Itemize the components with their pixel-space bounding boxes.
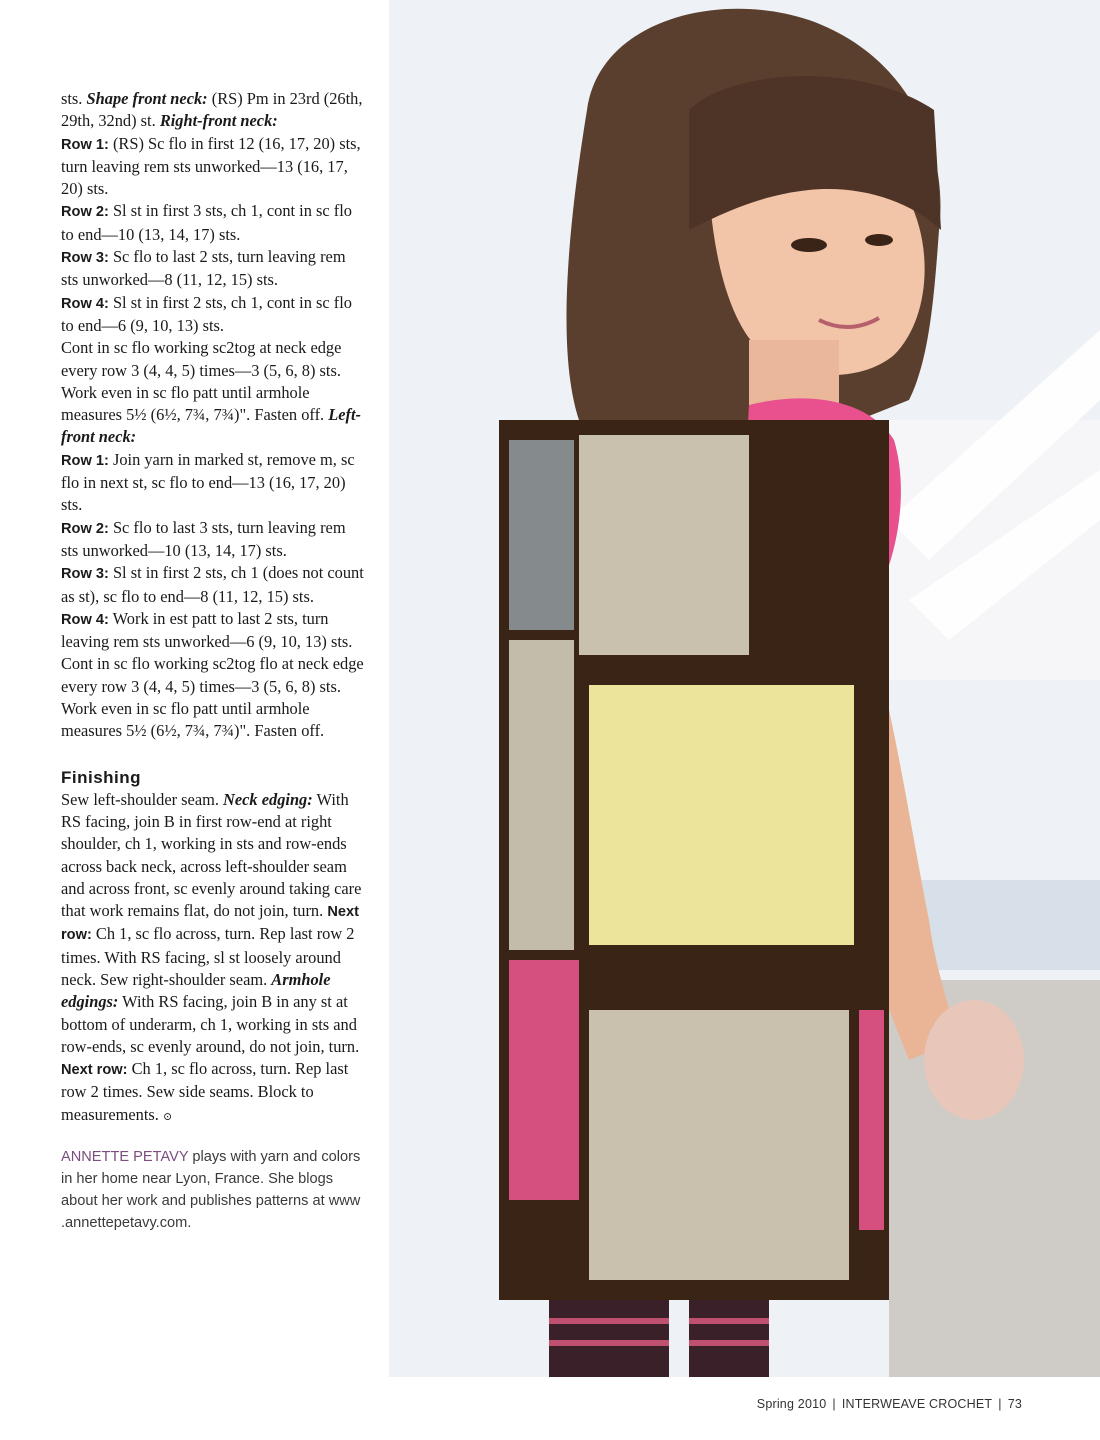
bio-text: plays with yarn and colors in her home near Lyon, France. She blogs about her work and publishes patterns at www .annettepetavy.com. <box>61 1149 361 1232</box>
right-front-row-1 <box>61 133 366 201</box>
footer-separator: | <box>832 1397 836 1411</box>
footer-separator: | <box>998 1397 1002 1411</box>
row-text: Join yarn in marked st, remove m, sc flo in next st, sc flo to end—13 (16, 17, 20) sts. <box>61 449 355 515</box>
row-label: Row 2: <box>61 520 109 537</box>
girl-in-patchwork-vest-illustration <box>389 0 1100 1377</box>
text: Ch 1, sc flo across, turn. Rep last row 2 times. With RS facing, sl st loosely around neck. Sew right-shoulder seam. <box>61 924 355 989</box>
text: Cont in sc flo working sc2tog at neck edge every row 3 (4, 4, 5) times—3 (5, 6, 8) sts. Work even in sc flo patt until armhole measures 5½ (6½, 7¾, 7¾)". Fasten off. <box>61 338 342 425</box>
row-label: Row 3: <box>61 566 109 583</box>
row-text: Sl st in first 2 sts, ch 1 (does not count as st), sc flo to end—8 (11, 12, 15) sts. <box>61 563 364 606</box>
row-text: Sc flo to last 3 sts, turn leaving rem sts unworked—10 (13, 14, 17) sts. <box>61 517 346 560</box>
author-name: ANNETTE PETAVY <box>61 1149 189 1166</box>
neck-edging-label: Neck edging: <box>223 789 313 809</box>
left-front-row-4 <box>61 608 366 654</box>
left-front-row-1 <box>61 449 366 517</box>
text: Ch 1, sc flo across, turn. Rep last row 2 times. Sew side seams. Block to measurements. <box>61 1059 349 1124</box>
row-label: Row 1: <box>61 136 109 153</box>
row-text: Sc flo to last 2 sts, turn leaving rem sts unworked—8 (11, 12, 15) sts. <box>61 247 346 290</box>
row-text: Sl st in first 3 sts, ch 1, cont in sc flo to end—10 (13, 14, 17) sts. <box>61 201 352 244</box>
row-label: Row 2: <box>61 204 109 221</box>
left-front-row-2 <box>61 517 366 563</box>
pattern-text-column <box>61 88 366 1234</box>
magazine-name: INTERWEAVE CROCHET <box>841 1397 993 1411</box>
shape-front-neck-paragraph <box>61 88 366 133</box>
right-front-row-2 <box>61 200 366 246</box>
text: With RS facing, join B in any st at bottom of underarm, ch 1, working in sts and row-ends, sc evenly around, do not join, turn. <box>61 992 360 1056</box>
next-row-label: Next row: <box>61 904 359 944</box>
row-text: (RS) Sc flo in first 12 (16, 17, 20) sts, turn leaving rem sts unworked—13 (16, 17, 20) sts. <box>61 133 361 199</box>
left-front-continue: Cont in sc flo working sc2tog flo at neck edge every row 3 (4, 4, 5) times—3 (5, 6, 8) sts. Work even in sc flo patt until armhole measures 5½ (6½, 7¾, 7¾)". Fasten off. <box>61 654 364 741</box>
next-row-label: Next row: <box>61 1062 128 1079</box>
row-label: Row 4: <box>61 295 109 312</box>
right-front-row-3 <box>61 246 366 292</box>
text: With RS facing, join B in first row-end at right shoulder, ch 1, working in sts and row-ends across back neck, across left-shoulder seam and across front, sc evenly around taking care that work remains flat, do not join, turn. <box>61 789 362 921</box>
text: Sew left-shoulder seam. <box>61 789 224 809</box>
end-of-article-icon: ⊙ <box>162 1110 173 1123</box>
left-front-neck-label: Left-front neck: <box>61 405 361 447</box>
right-front-neck-label: Right-front neck: <box>159 111 278 131</box>
row-label: Row 4: <box>61 611 109 628</box>
right-front-row-4 <box>61 292 366 338</box>
text: sts. <box>61 89 87 108</box>
finishing-heading: Finishing <box>61 767 142 787</box>
patchwork-vest <box>499 420 889 1300</box>
model-photo <box>389 0 1100 1377</box>
row-text: Sl st in first 2 sts, ch 1, cont in sc flo to end—6 (9, 10, 13) sts. <box>61 292 352 335</box>
text: (RS) Pm in 23rd (26th, 29th, 32nd) st. <box>61 89 363 131</box>
finishing-paragraph <box>61 789 366 1128</box>
page-number: 73 <box>1007 1397 1022 1411</box>
row-text: Work in est patt to last 2 sts, turn leaving rem sts unworked—6 (9, 10, 13) sts. <box>61 608 353 652</box>
page-footer <box>757 1397 1022 1411</box>
row-label: Row 3: <box>61 250 109 267</box>
armhole-edgings-label: Armhole edgings: <box>61 969 331 1012</box>
right-front-continue <box>61 337 366 448</box>
issue-season: Spring 2010 <box>756 1397 827 1411</box>
row-label: Row 1: <box>61 452 109 469</box>
shape-front-neck-label: Shape front neck: <box>86 89 208 108</box>
left-front-row-3 <box>61 562 366 608</box>
author-bio <box>61 1146 366 1234</box>
